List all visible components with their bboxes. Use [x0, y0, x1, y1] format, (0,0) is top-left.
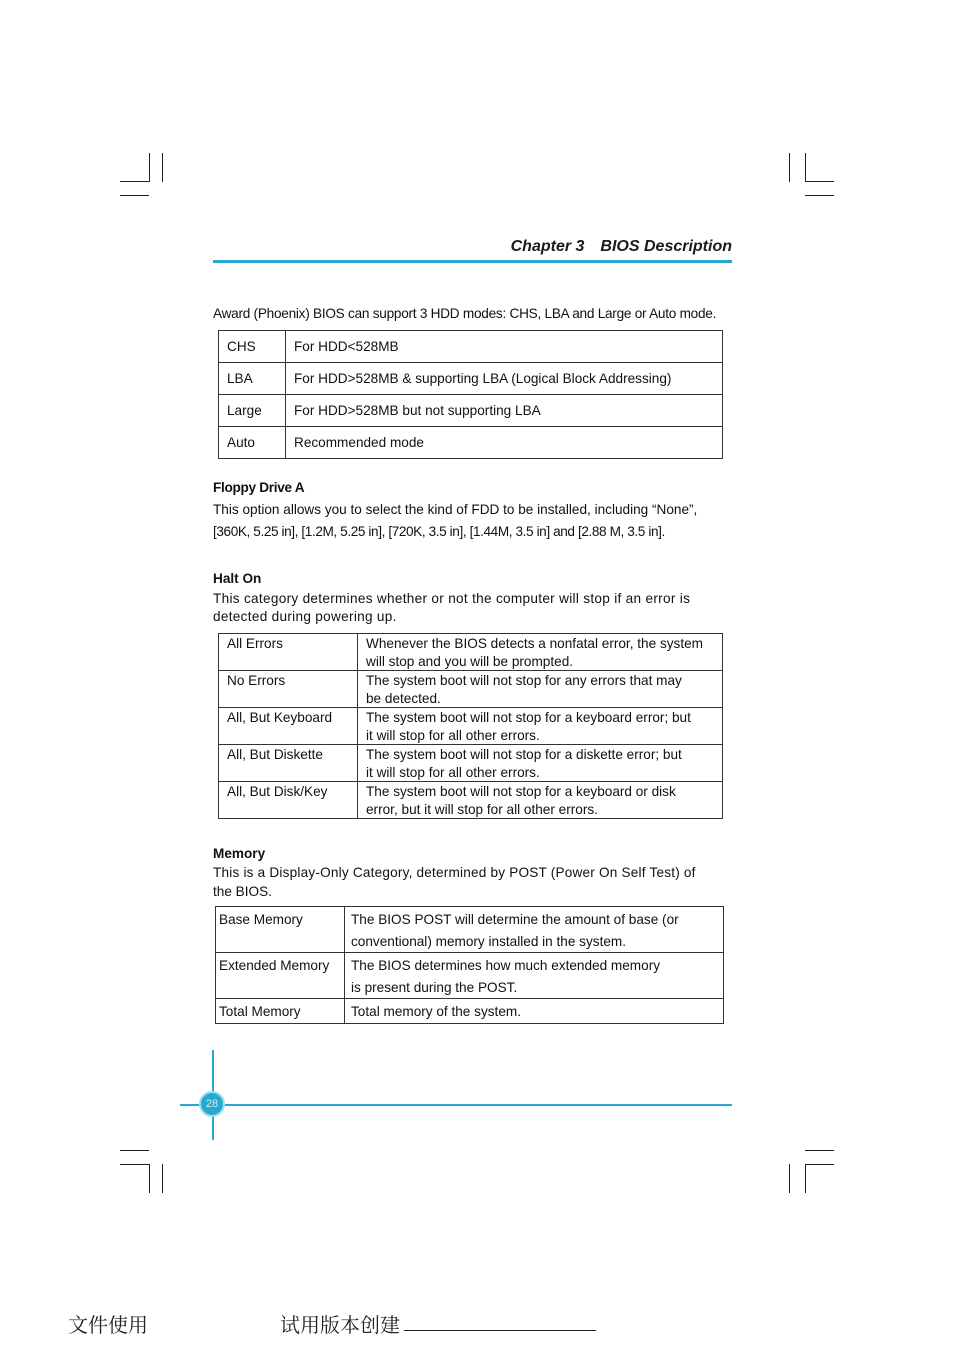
table-row — [219, 395, 723, 427]
crop-mark-bottom-left-v — [149, 1164, 150, 1193]
halt-option-cell: No Errors — [219, 671, 358, 708]
memory-item-cell: Base Memory — [216, 907, 345, 953]
halt-desc-cell: The system boot will not stop for a keyboard error; but it will stop for all other errors. — [358, 708, 723, 745]
memory-item-cell: Extended Memory — [216, 953, 345, 999]
memory-table — [215, 906, 724, 1024]
crop-mark-top-left-h — [120, 181, 149, 182]
header-rule — [213, 260, 732, 263]
table-row — [219, 782, 723, 819]
watermark-left: 文件使用 — [68, 1313, 148, 1337]
hdd-intro: Award (Phoenix) BIOS can support 3 HDD modes: CHS, LBA and Large or Auto mode. — [213, 306, 717, 321]
memory-desc-cell: The BIOS POST will determine the amount of base (or conventional) memory installed in the system. — [345, 907, 724, 953]
table-row — [219, 745, 723, 782]
crop-mark-top-right-v2 — [805, 153, 806, 182]
crop-mark-top-left-h2 — [120, 195, 149, 196]
memory-desc-cell: Total memory of the system. — [345, 999, 724, 1024]
table-row — [219, 363, 723, 395]
crop-mark-bottom-right-h — [805, 1150, 834, 1151]
crop-mark-bottom-right-h2 — [805, 1164, 834, 1165]
crop-mark-top-left-v2 — [162, 153, 163, 182]
crop-mark-bottom-left-h — [120, 1150, 149, 1151]
halt-desc-cell: Whenever the BIOS detects a nonfatal error, the system will stop and you will be prompted. — [358, 634, 723, 671]
mode-cell: Auto — [219, 427, 286, 459]
mode-cell: Large — [219, 395, 286, 427]
hdd-modes-table — [218, 330, 723, 459]
halt-on-table — [218, 633, 723, 819]
halt-desc-cell: The system boot will not stop for any errors that may be detected. — [358, 671, 723, 708]
halt-option-cell: All, But Disk/Key — [219, 782, 358, 819]
memory-heading: Memory — [213, 846, 266, 861]
crop-mark-bottom-left-h2 — [120, 1164, 149, 1165]
halt-desc-cell: The system boot will not stop for a keyboard or disk error, but it will stop for all other errors. — [358, 782, 723, 819]
halt-option-cell: All, But Diskette — [219, 745, 358, 782]
page-number-badge: 28 — [199, 1091, 225, 1117]
table-row — [219, 331, 723, 363]
crop-mark-bottom-left-v2 — [162, 1164, 163, 1193]
floppy-heading: Floppy Drive A — [213, 480, 305, 495]
crop-mark-top-right-h — [805, 181, 834, 182]
memory-text-line-1: This is a Display-Only Category, determined by POST (Power On Self Test) of — [213, 865, 696, 880]
chapter-label: Chapter 3 — [510, 238, 585, 255]
crop-mark-bottom-right-v2 — [805, 1164, 806, 1193]
table-row — [216, 907, 724, 953]
mode-desc-cell: For HDD>528MB but not supporting LBA — [286, 395, 723, 427]
halt-option-cell: All Errors — [219, 634, 358, 671]
halt-desc-cell: The system boot will not stop for a diskette error; but it will stop for all other errors. — [358, 745, 723, 782]
floppy-text-line-1: This option allows you to select the kind of FDD to be installed, including “None”, — [213, 502, 698, 517]
watermark-underline — [404, 1330, 596, 1331]
footer-horizontal-rule — [180, 1104, 732, 1106]
mode-desc-cell: For HDD<528MB — [286, 331, 723, 363]
halt-text-line-1: This category determines whether or not the computer will stop if an error is — [213, 591, 691, 606]
mode-desc-cell: Recommended mode — [286, 427, 723, 459]
halt-heading: Halt On — [213, 571, 262, 586]
table-row — [216, 999, 724, 1024]
halt-text-line-2: detected during powering up. — [213, 609, 397, 624]
memory-desc-cell: The BIOS determines how much extended memory is present during the POST. — [345, 953, 724, 999]
chapter-title: BIOS Description — [600, 238, 732, 255]
halt-option-cell: All, But Keyboard — [219, 708, 358, 745]
mode-cell: LBA — [219, 363, 286, 395]
table-row — [219, 671, 723, 708]
crop-mark-top-left-v — [149, 153, 150, 182]
crop-mark-bottom-right-v — [789, 1164, 790, 1193]
crop-mark-top-right-v — [789, 153, 790, 182]
table-row — [219, 427, 723, 459]
running-header — [213, 238, 732, 256]
mode-cell: CHS — [219, 331, 286, 363]
watermark-right: 试用版本创建 — [280, 1313, 400, 1337]
crop-mark-top-right-h2 — [805, 195, 834, 196]
table-row — [219, 708, 723, 745]
mode-desc-cell: For HDD>528MB & supporting LBA (Logical Block Addressing) — [286, 363, 723, 395]
memory-text-line-2: the BIOS. — [213, 884, 272, 899]
memory-item-cell: Total Memory — [216, 999, 345, 1024]
table-row — [219, 634, 723, 671]
table-row — [216, 953, 724, 999]
floppy-text-line-2: [360K, 5.25 in], [1.2M, 5.25 in], [720K, 3.5 in], [1.44M, 3.5 in] and [2.88 M, 3.5 in]. — [213, 524, 665, 539]
